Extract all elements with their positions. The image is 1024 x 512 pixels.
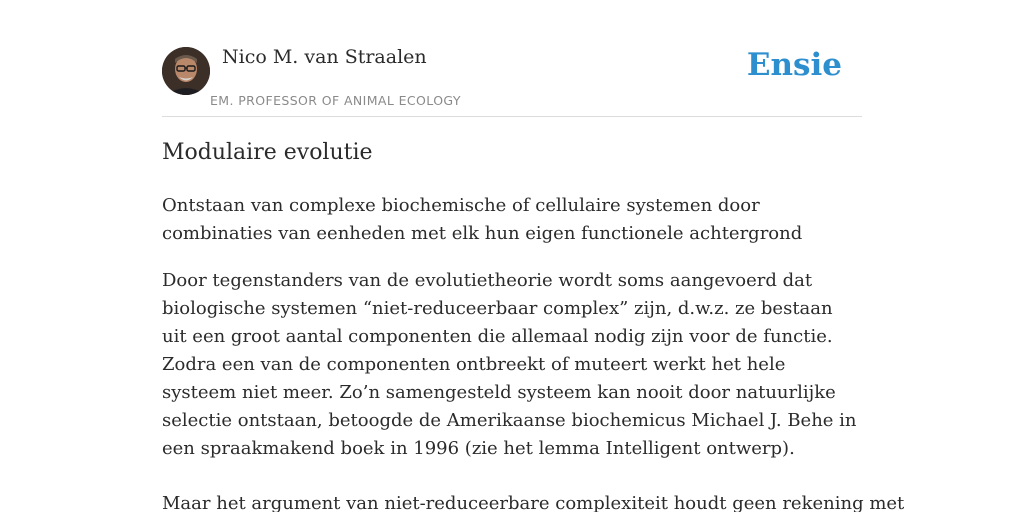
article-paragraph-1: Door tegenstanders van de evolutietheorie wordt soms aangevoerd dat biologische systemen “niet-reduceerbaar complex” zijn, d.w.z. ze bestaan uit een groot aantal componenten die allemaal nodig zijn voor de functie. Zodra een van de componenten ontbreekt of muteert werkt het hele systeem niet meer. Zo’n samengesteld systeem kan nooit door natuurlijke selectie ontstaan, betoogde de Amerikaanse biochemicus Michael J. Behe in een spraakmakend boek in 1996 (zie het lemma Intelligent ontwerp). bbox=[162, 270, 857, 459]
page-container bbox=[162, 0, 905, 512]
author-portrait-icon bbox=[162, 47, 210, 95]
author-avatar[interactable] bbox=[162, 47, 210, 95]
author-name[interactable]: Nico M. van Straalen bbox=[222, 46, 427, 68]
article-paragraph-2: Maar het argument van niet-reduceerbare complexiteit houdt geen rekening met bbox=[162, 493, 905, 512]
author-header bbox=[162, 0, 862, 117]
page-title: Modulaire evolutie bbox=[162, 140, 373, 165]
author-title: EM. PROFESSOR OF ANIMAL ECOLOGY bbox=[210, 93, 461, 108]
ensie-logo[interactable]: Ensie bbox=[746, 47, 842, 83]
article-summary: Ontstaan van complexe biochemische of cellulaire systemen door combinaties van eenheden met elk hun eigen functionele achtergrond bbox=[162, 195, 803, 244]
